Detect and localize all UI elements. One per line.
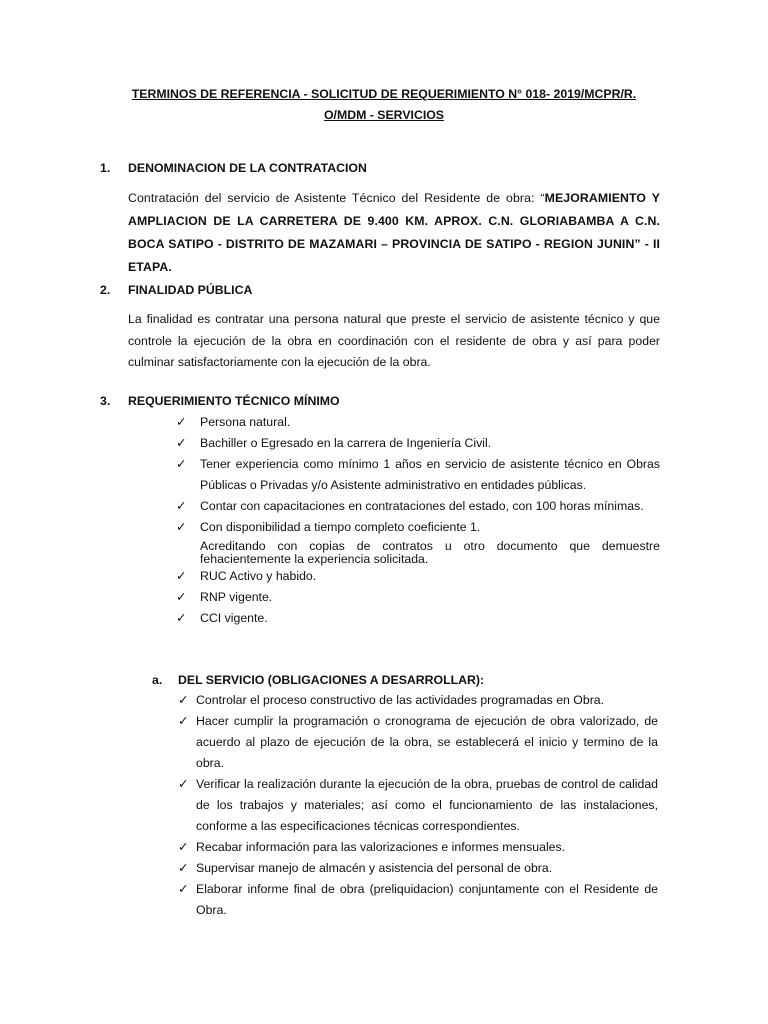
- check-icon: ✓: [178, 714, 189, 728]
- title-line-2: O/MDM - SERVICIOS: [323, 108, 445, 122]
- list-item: [176, 454, 660, 496]
- document-title: [100, 84, 668, 126]
- list-item: [176, 587, 660, 608]
- subsection-title: DEL SERVICIO (OBLIGACIONES A DESARROLLAR):: [178, 673, 485, 687]
- list-item: [178, 711, 658, 774]
- title-line-1: TERMINOS DE REFERENCIA - SOLICITUD DE REQUERIMIENTO N° 018- 2019/MCPR/R.: [131, 87, 637, 101]
- list-item-text: Verificar la realización durante la ejecución de la obra, pruebas de control de calidad de los trabajos y materiales; así como el funcionamiento de las instalaciones, conforme a las especificaciones técnicas correspondientes.: [196, 777, 658, 833]
- section-denominacion: [100, 158, 660, 279]
- check-icon: ✓: [176, 569, 187, 583]
- requirement-note: Acreditando con copias de contratos u otro documento que demuestre fehacientemente la experiencia solicitada.: [200, 539, 660, 566]
- list-item-text: Elaborar informe final de obra (preliquidacion) conjuntamente con el Residente de Obra.: [196, 882, 658, 917]
- list-item: [176, 496, 660, 517]
- requirements-list: [176, 412, 660, 629]
- check-icon: ✓: [176, 436, 187, 450]
- list-item-text: RUC Activo y habido.: [200, 569, 317, 583]
- section-paragraph: La finalidad es contratar una persona natural que preste el servicio de asistente técnico y que controle la ejecución de la obra en coordinación con el residente de obra y así para poder culminar satisfactoriamente con la ejecución de la obra.: [128, 312, 660, 369]
- list-item-text: RNP vigente.: [200, 590, 273, 604]
- list-item: [178, 837, 658, 858]
- subsection-servicio: [152, 670, 658, 690]
- section-heading: [100, 391, 660, 411]
- check-icon: ✓: [176, 457, 187, 471]
- list-item: [178, 858, 658, 879]
- section-title: FINALIDAD PÚBLICA: [128, 283, 253, 297]
- list-item-text: Controlar el proceso constructivo de las actividades programadas en Obra.: [196, 693, 605, 707]
- check-icon: ✓: [178, 861, 189, 875]
- check-icon: ✓: [176, 590, 187, 604]
- list-item: [176, 517, 660, 538]
- section-paragraph: [128, 187, 660, 279]
- list-item-text: Supervisar manejo de almacén y asistencia del personal de obra.: [196, 861, 553, 875]
- subsection-heading: [152, 670, 658, 690]
- duties-list: [178, 690, 658, 921]
- check-icon: ✓: [176, 415, 187, 429]
- list-item: [178, 774, 658, 837]
- list-item-text: Contar con capacitaciones en contrataciones del estado, con 100 horas mínimas.: [200, 499, 644, 513]
- list-item-text: Tener experiencia como mínimo 1 años en servicio de asistente técnico en Obras Públicas o Privadas y/o Asistente administrativo en entidades públicas.: [200, 457, 660, 492]
- check-icon: ✓: [178, 693, 189, 707]
- section-finalidad: [100, 280, 660, 374]
- list-item-text: Persona natural.: [200, 415, 291, 429]
- check-icon: ✓: [176, 611, 187, 625]
- check-icon: ✓: [178, 840, 189, 854]
- list-item: [176, 608, 660, 629]
- section-number: 2.: [100, 283, 111, 297]
- project-name: MEJORAMIENTO Y AMPLIACION DE LA CARRETERA DE 9.400 KM. APROX. C.N. GLORIABAMBA A C.N. BOCA SATIPO - DISTRITO DE MAZAMARI – PROVINCIA DE SATIPO - REGION JUNIN” - II ETAPA.: [128, 191, 660, 274]
- list-item: [176, 566, 660, 587]
- list-item: [178, 879, 658, 921]
- paragraph-intro: Contratación del servicio de Asistente Técnico del Residente de obra: “: [128, 191, 545, 205]
- check-icon: ✓: [176, 520, 187, 534]
- check-icon: ✓: [178, 882, 189, 896]
- section-number: 3.: [100, 394, 111, 408]
- section-title: REQUERIMIENTO TÉCNICO MÍNIMO: [128, 394, 340, 408]
- section-heading: [100, 280, 660, 300]
- list-item-text: Bachiller o Egresado en la carrera de Ingeniería Civil.: [200, 436, 492, 450]
- check-icon: ✓: [176, 499, 187, 513]
- list-item: [176, 433, 660, 454]
- list-item-text: Con disponibilidad a tiempo completo coeficiente 1.: [200, 520, 481, 534]
- list-item: [176, 412, 660, 433]
- list-item: [178, 690, 658, 711]
- check-icon: ✓: [178, 777, 189, 791]
- section-requerimiento: [100, 391, 660, 411]
- list-item-text: CCI vigente.: [200, 611, 268, 625]
- list-item-text: Hacer cumplir la programación o cronograma de ejecución de obra valorizado, de acuerdo al plazo de ejecución de la obra, se establecerá el inicio y termino de la obra.: [196, 714, 658, 770]
- section-heading: [100, 158, 660, 178]
- section-number: 1.: [100, 161, 111, 175]
- list-item-text: Recabar información para las valorizaciones e informes mensuales.: [196, 840, 566, 854]
- section-title: DENOMINACION DE LA CONTRATACION: [128, 161, 367, 175]
- subsection-letter: a.: [152, 673, 163, 687]
